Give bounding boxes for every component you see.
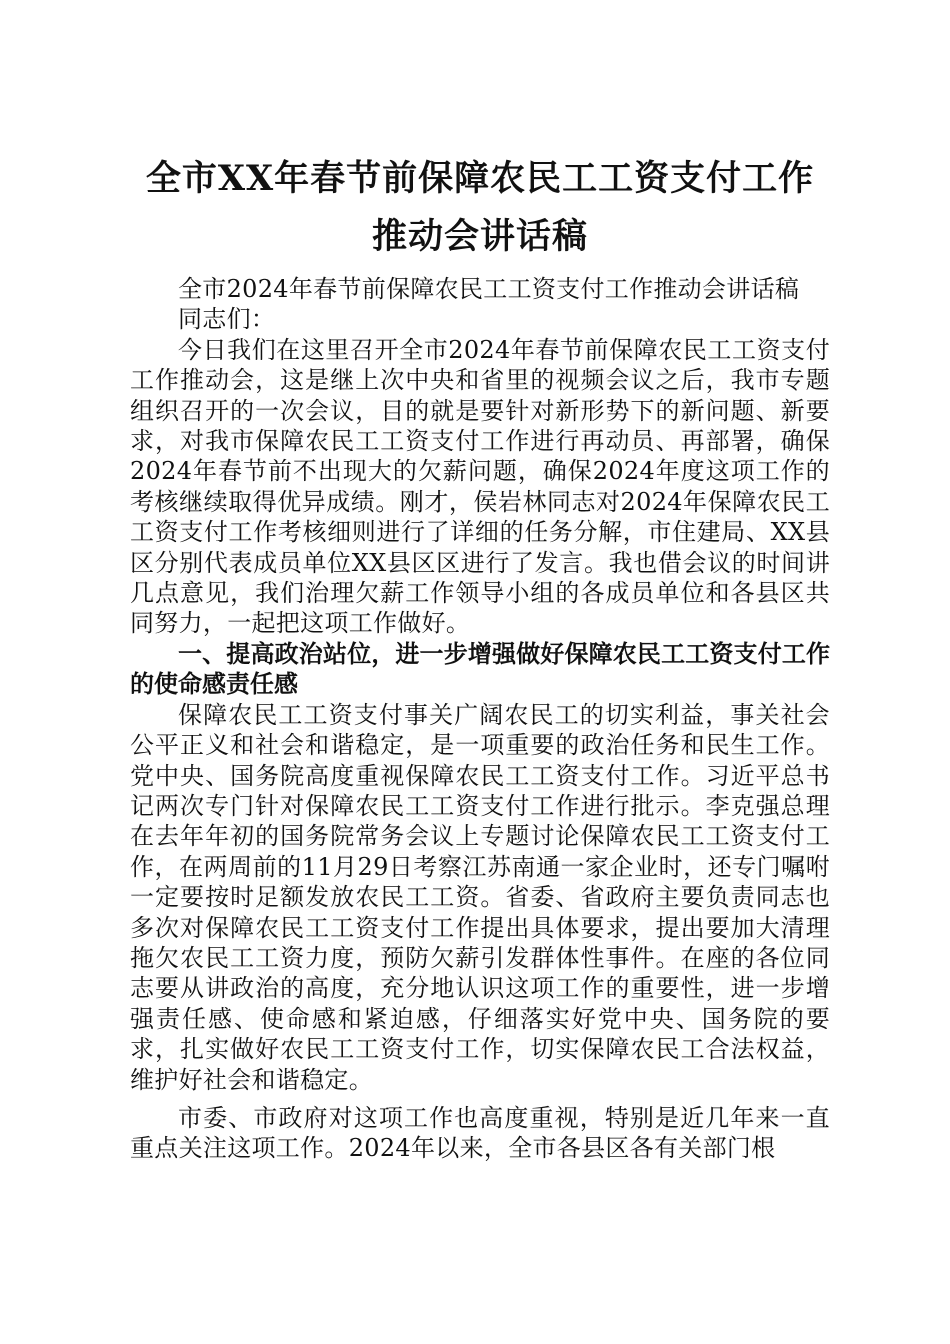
paragraph-section-1: 保障农民工工资支付事关广阔农民工的切实利益，事关社会公平正义和社会和谐稳定，是一项重要的政治任务和民生工作。党中央、国务院高度重视保障农民工工资支付工作。习近平总书记两次专门针对保障农民工工资支付工作进行批示。李克强总理在去年年初的国务院常务会议上专题讨论保障农民工工资支付工作，在两周前的11月29日考察江苏南通一家企业时，还专门嘱咐一定要按时足额发放农民工工资。省委、省政府主要负责同志也多次对保障农民工工资支付工作提出具体要求，提出要加大清理拖欠农民工工资力度，预防欠薪引发群体性事件。在座的各位同志要从讲政治的高度，充分地认识这项工作的重要性，进一步增强责任感、使命感和紧迫感，仔细落实好党中央、国务院的要求，扎实做好农民工工资支付工作，切实保障农民工合法权益，维护好社会和谐稳定。 [130, 700, 830, 1094]
paragraph-opening: 今日我们在这里召开全市2024年春节前保障农民工工资支付工作推动会，这是继上次中央和省里的视频会议之后，我市专题组织召开的一次会议，目的就是要针对新形势下的新问题、新要求，对我市保障农民工工资支付工作进行再动员、再部署，确保2024年春节前不出现大的欠薪问题，确保2024年度这项工作的考核继续取得优异成绩。刚才，侯岩林同志对2024年保障农民工工资支付工作考核细则进行了详细的任务分解，市住建局、XX县区分别代表成员单位XX县区区进行了发言。我也借会议的时间讲几点意见，我们治理欠薪工作领导小组的各成员单位和各县区共同努力，一起把这项工作做好。 [130, 335, 830, 638]
section-heading: 一、提高政治站位，进一步增强做好保障农民工工资支付工作的使命感责任感 [130, 639, 830, 699]
salutation: 同志们： [178, 305, 276, 334]
paragraph-section-2: 市委、市政府对这项工作也高度重视，特别是近几年来一直重点关注这项工作。2024年以来，全市各县区各有关部门根 [130, 1103, 830, 1163]
document-page [130, 150, 830, 1164]
document-title: 全市XX年春节前保障农民工工资支付工作推动会讲话稿 [145, 158, 815, 257]
document-subtitle: 全市2024年春节前保障农民工工资支付工作推动会讲话稿 [178, 275, 800, 303]
